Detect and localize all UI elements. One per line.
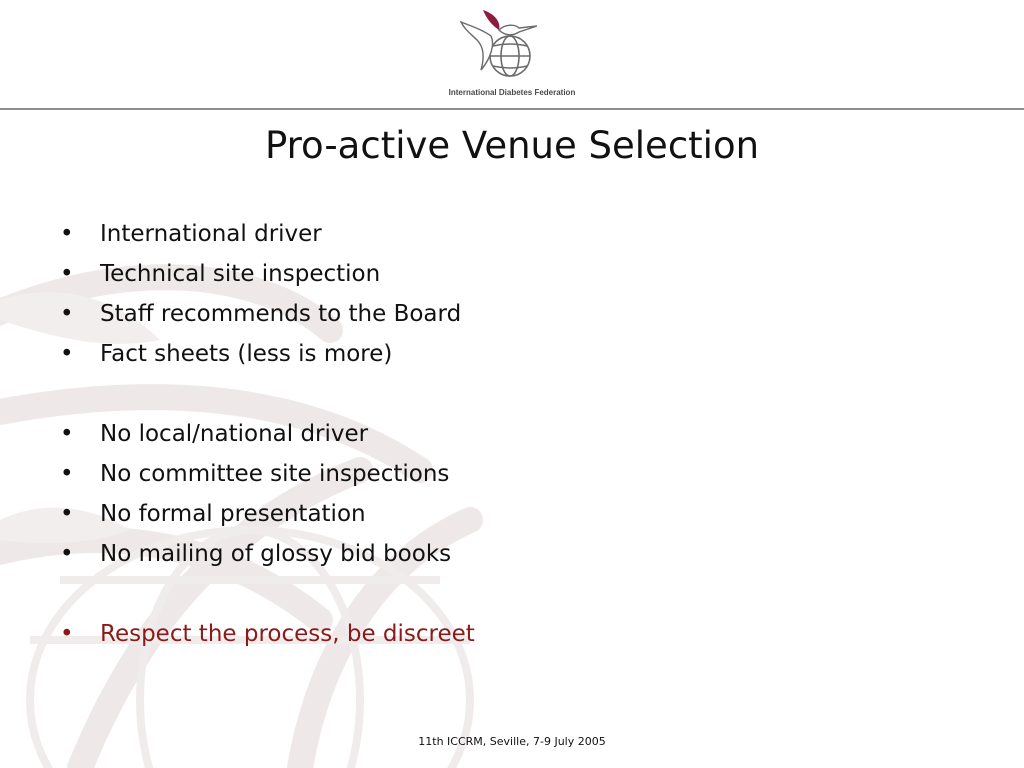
bullet-icon: • (60, 261, 74, 287)
bullet-icon: • (60, 341, 74, 367)
bullet-text: No committee site inspections (100, 461, 450, 487)
bullet-text: No mailing of glossy bid books (100, 541, 452, 567)
bullet-text: Respect the process, be discreet (100, 621, 475, 647)
bullet-icon: • (60, 461, 74, 487)
bullet-icon: • (60, 501, 74, 527)
bullet-icon: • (60, 621, 74, 647)
header-divider (0, 108, 1024, 110)
bullet-icon: • (60, 421, 74, 447)
bullet-icon: • (60, 541, 74, 567)
bullet-text: Technical site inspection (100, 261, 381, 287)
slide-footer: 11th ICCRM, Seville, 7-9 July 2005 (418, 735, 606, 748)
logo-text: International Diabetes Federation (448, 88, 576, 97)
bullet-text: Fact sheets (less is more) (100, 341, 393, 367)
bullet-text: Staff recommends to the Board (100, 301, 462, 327)
slide-header (0, 0, 1024, 110)
hummingbird-globe-icon (455, 8, 545, 80)
bullet-text: No local/national driver (100, 421, 369, 447)
bullet-text: No formal presentation (100, 501, 366, 527)
slide-title: Pro-active Venue Selection (264, 124, 760, 167)
bullet-text: International driver (100, 221, 322, 247)
bullet-icon: • (60, 221, 74, 247)
bullet-icon: • (60, 301, 74, 327)
